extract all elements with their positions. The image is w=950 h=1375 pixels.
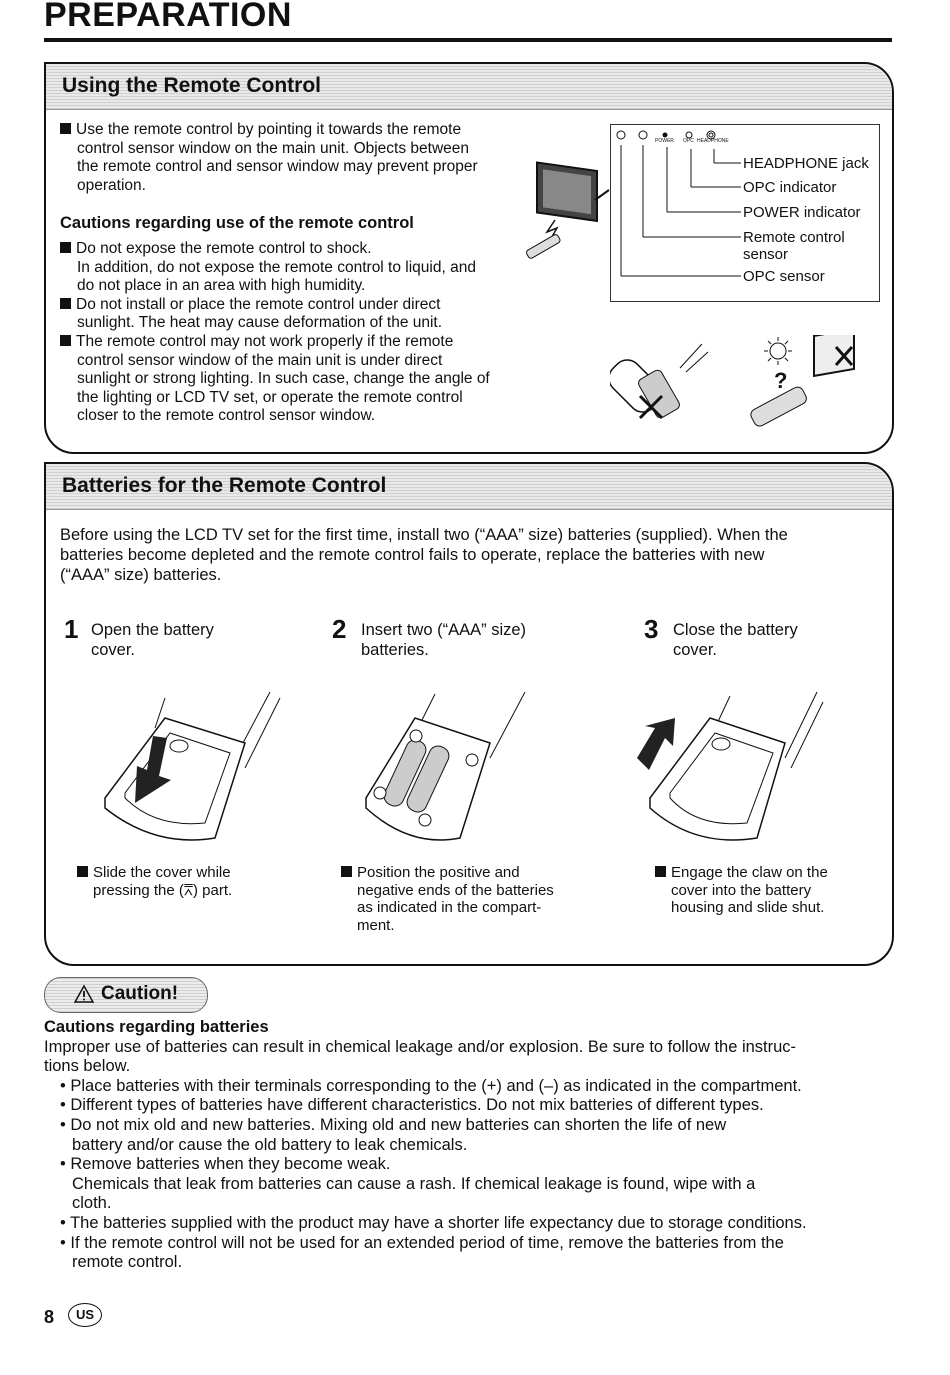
caution-item-cont: battery and/or cause the old battery to leak chemicals. — [72, 1135, 468, 1154]
intro-line: control sensor window on the main unit. Objects between — [77, 139, 470, 157]
caution-line: the lighting or LCD TV set, or operate the remote control — [77, 388, 463, 406]
caution-badge — [44, 977, 208, 1013]
bullet-square-icon — [341, 866, 352, 877]
page-number: 8 — [44, 1307, 55, 1327]
open-cover-illustration — [95, 688, 285, 853]
step-text: Insert two (“AAA” size) batteries. — [361, 621, 527, 659]
intro-line: operation. — [77, 176, 146, 194]
insert-batteries-illustration — [360, 688, 540, 853]
caution-item-cont: remote control. — [72, 1253, 183, 1272]
warning-triangle-icon — [73, 984, 95, 1004]
step-number: 2 — [332, 614, 347, 644]
step-text: Open the battery cover. — [91, 621, 214, 659]
section-title: Batteries for the Remote Control — [62, 474, 387, 497]
bullet-square-icon — [655, 866, 666, 877]
caution-item: • If the remote control will not be used for an extended period of time, remove the batteries from the — [60, 1233, 784, 1252]
title-rule — [44, 38, 892, 42]
caution-line: Do not expose the remote control to shock. — [60, 240, 540, 259]
callout-remote-sensor: Remote control — [743, 229, 845, 246]
battery-intro-line: (“AAA” size) batteries. — [60, 566, 222, 584]
caution-item-cont: Chemicals that leak from batteries can cause a rash. If chemical leakage is found, wipe with a — [72, 1174, 756, 1193]
sensor-panel-diagram — [610, 124, 880, 302]
page-title: PREPARATION — [44, 0, 292, 34]
caution-item: • Do not mix old and new batteries. Mixing old and new batteries can shorten the life of new — [60, 1115, 727, 1134]
bullet-square-icon — [60, 298, 71, 309]
panel-label-headphone: HEADPHONE — [697, 138, 729, 144]
step-1-note: Slide the cover while pressing the (⩞) part. — [77, 864, 297, 899]
caution-item: • Different types of batteries have different characteristics. Do not mix batteries of different types. — [60, 1096, 764, 1115]
caution-line: In addition, do not expose the remote control to liquid, and — [77, 258, 476, 276]
caution-line: The remote control may not work properly if the remote — [60, 333, 540, 352]
caution-label: Caution! — [101, 983, 179, 1004]
step-number: 3 — [644, 614, 659, 644]
caution-item: • Remove batteries when they become weak. — [60, 1155, 391, 1174]
battery-intro-line: Before using the LCD TV set for the first time, install two (“AAA” size) batteries (supplied). When the — [60, 526, 788, 544]
caution-line: closer to the remote control sensor window. — [77, 407, 376, 425]
battery-cautions-heading: Cautions regarding batteries — [44, 1018, 269, 1036]
panel-label-power: POWER — [655, 138, 674, 144]
intro-line: the remote control and sensor window may prevent proper — [77, 158, 478, 176]
section-header — [46, 64, 892, 110]
callout-opc-sensor: OPC sensor — [743, 268, 825, 285]
dropped-remote-illustration — [610, 338, 720, 430]
step-2-note: Position the positive and negative ends of the batteries as indicated in the compart- ment. — [341, 864, 601, 934]
bullet-square-icon — [60, 242, 71, 253]
bullet-square-icon — [77, 866, 88, 877]
caution-intro-line: tions below. — [44, 1057, 131, 1076]
tv-remote-illustration — [505, 150, 615, 260]
remote-cautions-heading: Cautions regarding use of the remote control — [60, 214, 414, 232]
battery-cautions — [44, 1018, 890, 1273]
step-number: 1 — [64, 614, 79, 644]
caution-item: • The batteries supplied with the product may have a shorter life expectancy due to storage conditions. — [60, 1213, 807, 1232]
callout-power-indicator: POWER indicator — [743, 204, 861, 221]
sunlight-remote-illustration — [740, 335, 865, 435]
intro-line: Use the remote control by pointing it towards the remote — [60, 121, 530, 140]
battery-intro-line: batteries become depleted and the remote control fails to operate, replace the batteries with new — [60, 546, 765, 564]
section-title: Using the Remote Control — [62, 74, 322, 97]
remote-intro — [60, 121, 530, 195]
callout-headphone-jack: HEADPHONE jack — [743, 155, 869, 172]
caution-item-cont: cloth. — [72, 1194, 112, 1213]
region-badge: US — [68, 1303, 102, 1327]
caution-line: sunlight. The heat may cause deformation of the unit. — [77, 314, 443, 332]
section-header — [46, 464, 892, 510]
caution-intro-line: Improper use of batteries can result in chemical leakage and/or explosion. Be sure to follow the instruc- — [44, 1037, 797, 1056]
step-text: Close the battery cover. — [673, 621, 798, 659]
callout-opc-indicator: OPC indicator — [743, 179, 837, 196]
close-cover-illustration — [635, 688, 825, 853]
caution-line: do not place in an area with high humidity. — [77, 277, 366, 295]
battery-intro — [60, 525, 880, 585]
caution-line: control sensor window of the main unit is under direct — [77, 351, 443, 369]
bullet-square-icon — [60, 123, 71, 134]
panel-label-opc: OPC — [683, 138, 694, 144]
caution-line: sunlight or strong lighting. In such case, change the angle of — [77, 370, 490, 388]
caution-item: • Place batteries with their terminals corresponding to the (+) and (–) as indicated in the compartment. — [60, 1076, 802, 1095]
step-3-note: Engage the claw on the cover into the battery housing and slide shut. — [655, 864, 885, 917]
remote-cautions-list — [60, 240, 540, 426]
question-mark: ? — [774, 368, 788, 393]
caution-line: Do not install or place the remote control under direct — [60, 296, 540, 315]
bullet-square-icon — [60, 335, 71, 346]
callout-remote-sensor-cont: sensor — [743, 246, 789, 263]
